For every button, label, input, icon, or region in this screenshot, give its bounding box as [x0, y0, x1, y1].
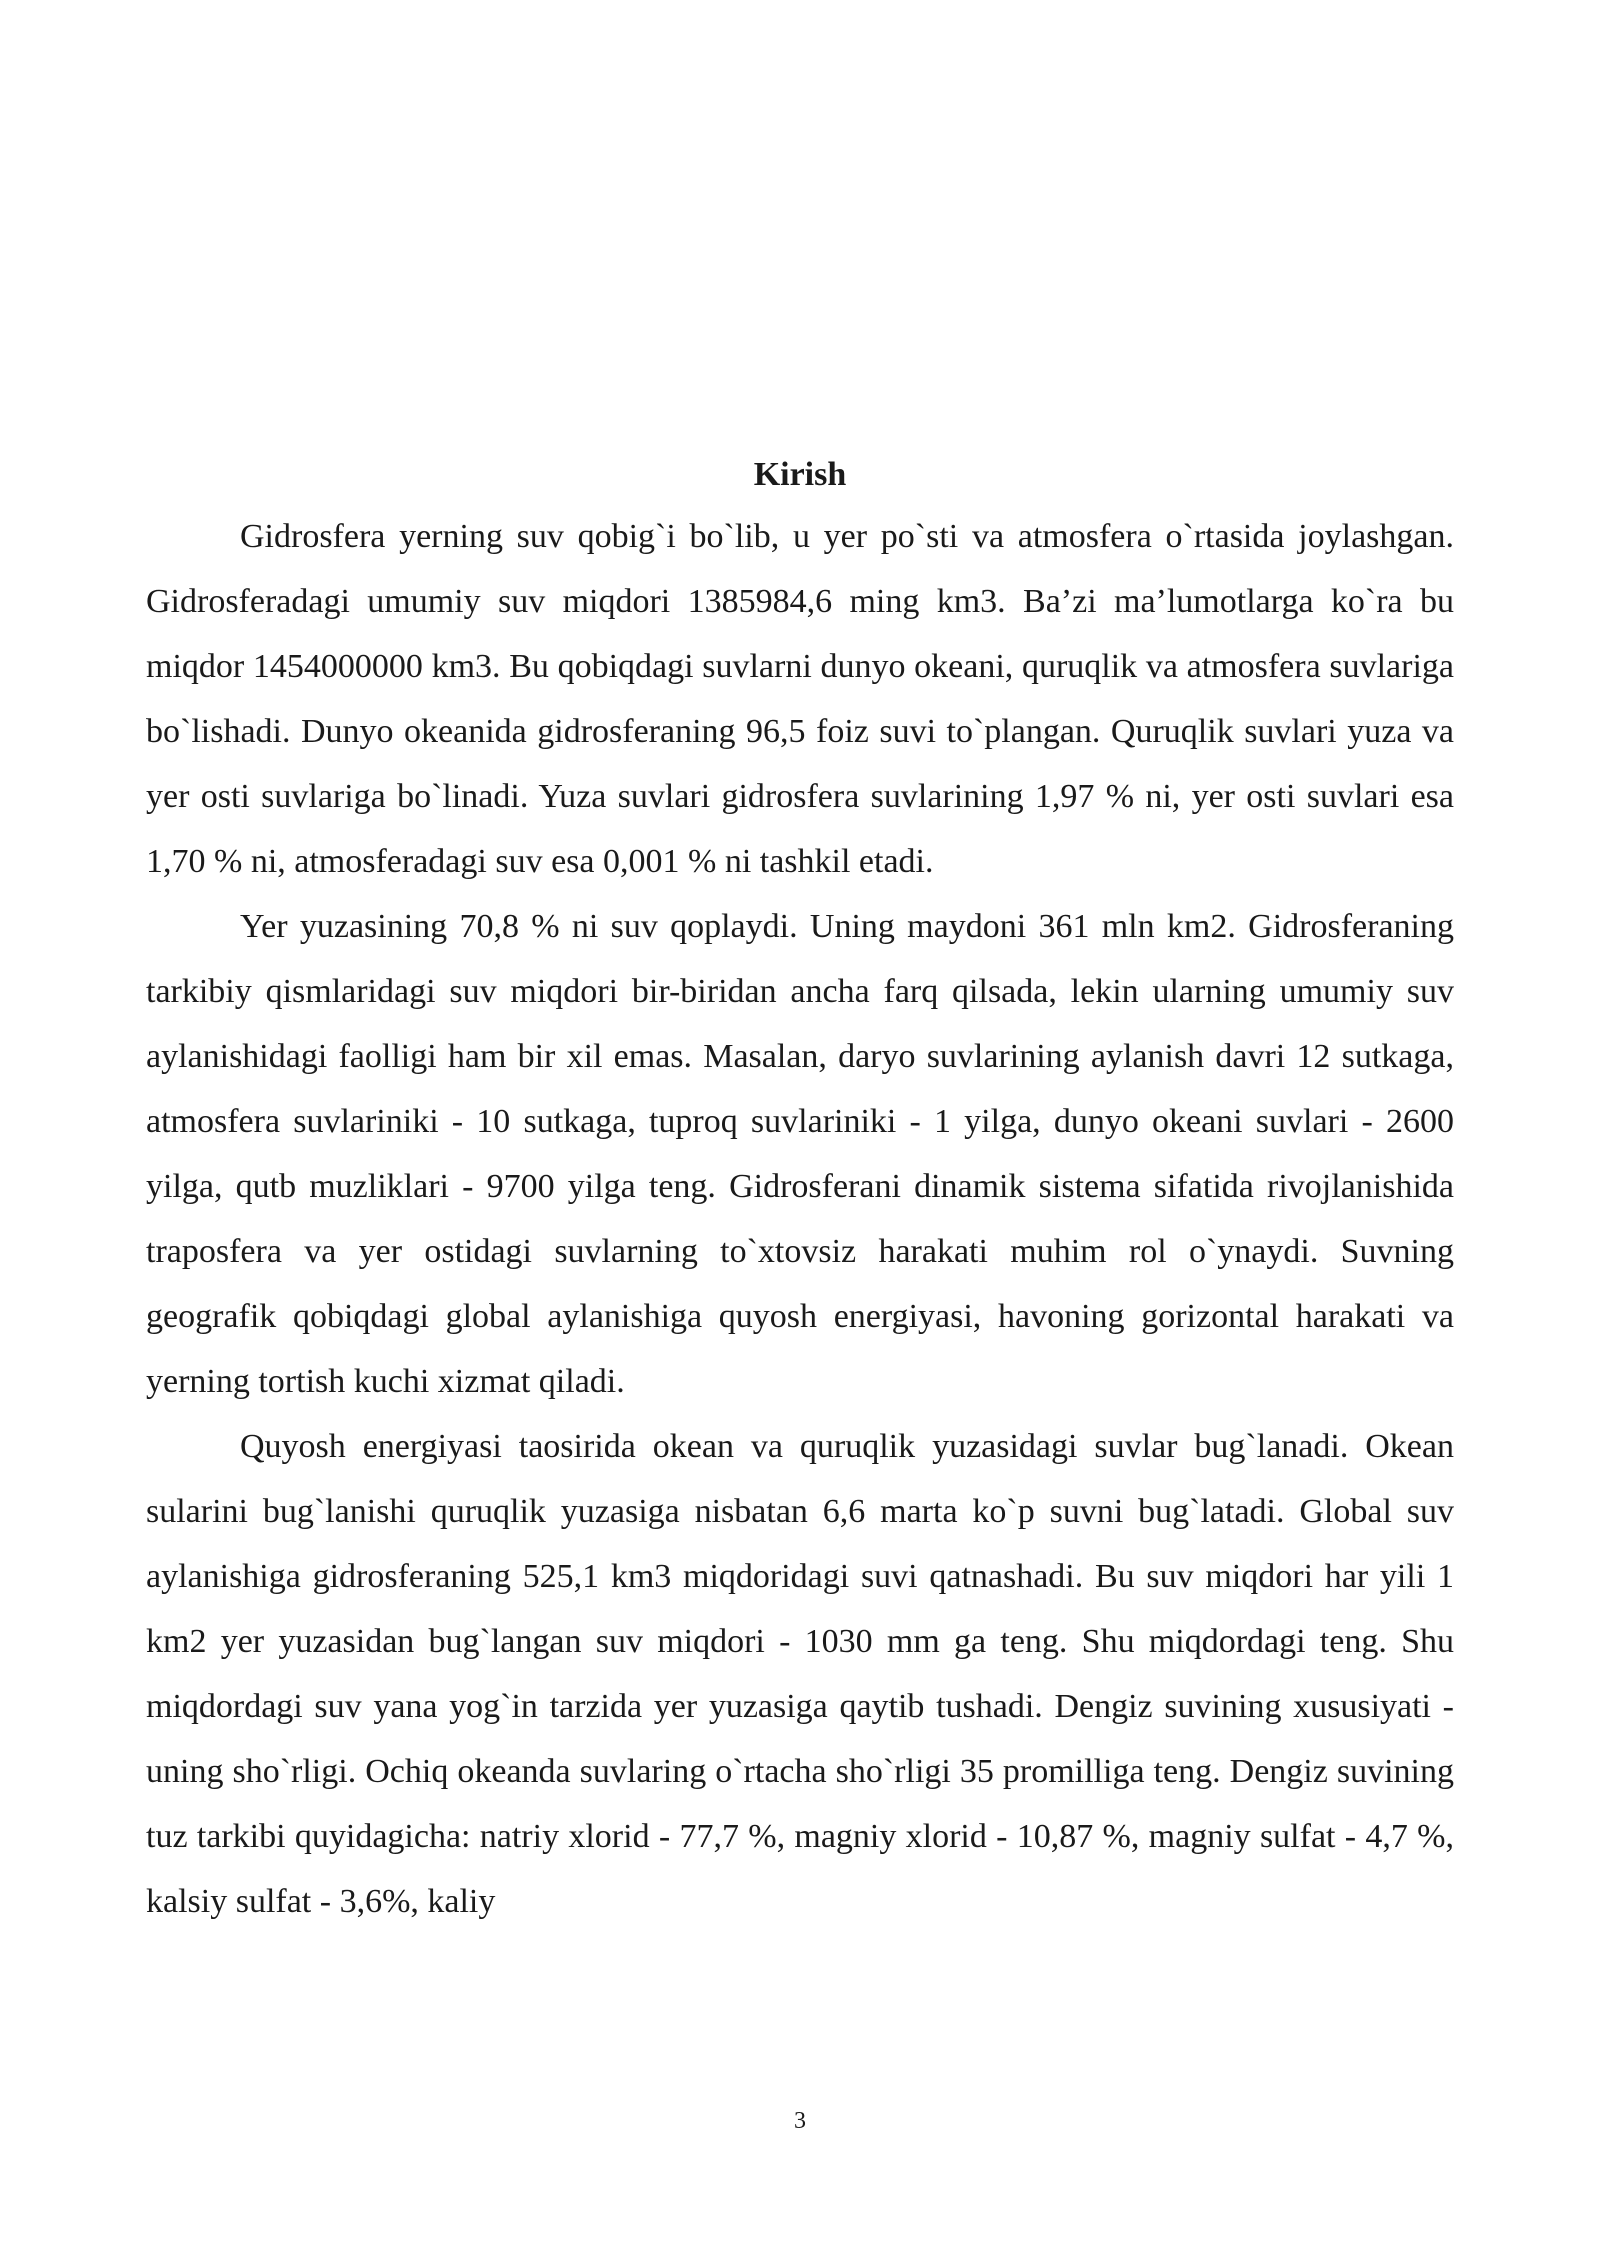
page-number: 3	[794, 2108, 806, 2134]
section-title: Kirish	[753, 456, 847, 493]
paragraph-water-cycle-activity: Yer yuzasining 70,8 % ni suv qoplaydi. Uning maydoni 361 mln km2. Gidrosferaning tarkibiy qismlaridagi suv miqdori bir-biridan ancha farq qilsada, lekin ularning umumiy suv aylanishidagi faolligi ham bir xil emas. Masalan, daryo suvlarining aylanish davri 12 sutkaga, atmosfera suvlariniki - 10 sutkaga, tuproq suvlariniki - 1 yilga, dunyo okeani suvlari - 2600 yilga, qutb muzliklari - 9700 yilga teng. Gidrosferani dinamik sistema sifatida rivojlanishida traposfera va yer ostidagi suvlarning to`xtovsiz harakati muhim rol o`ynaydi. Suvning geografik qobiqdagi global aylanishiga quyosh energiyasi, havoning gorizontal harakati va yerning tortish kuchi xizmat qiladi.	[146, 908, 1454, 1400]
page-body	[146, 450, 1454, 1934]
paragraph-evaporation-salinity: Quyosh energiyasi taosirida okean va quruqlik yuzasidagi suvlar bug`lanadi. Okean sularini bug`lanishi quruqlik yuzasiga nisbatan 6,6 marta ko`p suvni bug`latadi. Global suv aylanishiga gidrosferaning 525,1 km3 miqdoridagi suvi qatnashadi. Bu suv miqdori har yili 1 km2 yer yuzasidan bug`langan suv miqdori - 1030 mm ga teng. Shu miqdordagi teng. Shu miqdordagi suv yana yog`in tarzida yer yuzasiga qaytib tushadi. Dengiz suvining xususiyati - uning sho`rligi. Ochiq okeanda suvlaring o`rtacha sho`rligi 35 promilliga teng. Dengiz suvining tuz tarkibi quyidagicha: natriy xlorid - 77,7 %, magniy xlorid - 10,87 %, magniy sulfat - 4,7 %, kalsiy sulfat - 3,6%, kaliy	[146, 1428, 1454, 1920]
paragraph-hydrosphere-intro: Gidrosfera yerning suv qobig`i bo`lib, u yer po`sti va atmosfera o`rtasida joylashgan. Gidrosferadagi umumiy suv miqdori 1385984,6 ming km3. Ba’zi ma’lumotlarga ko`ra bu miqdor 1454000000 km3. Bu qobiqdagi suvlarni dunyo okeani, quruqlik va atmosfera suvlariga bo`lishadi. Dunyo okeanida gidrosferaning 96,5 foiz suvi to`plangan. Quruqlik suvlari yuza va yer osti suvlariga bo`linadi. Yuza suvlari gidrosfera suvlarining 1,97 % ni, yer osti suvlari esa 1,70 % ni, atmosferadagi suv esa 0,001 % ni tashkil etadi.	[146, 518, 1454, 880]
